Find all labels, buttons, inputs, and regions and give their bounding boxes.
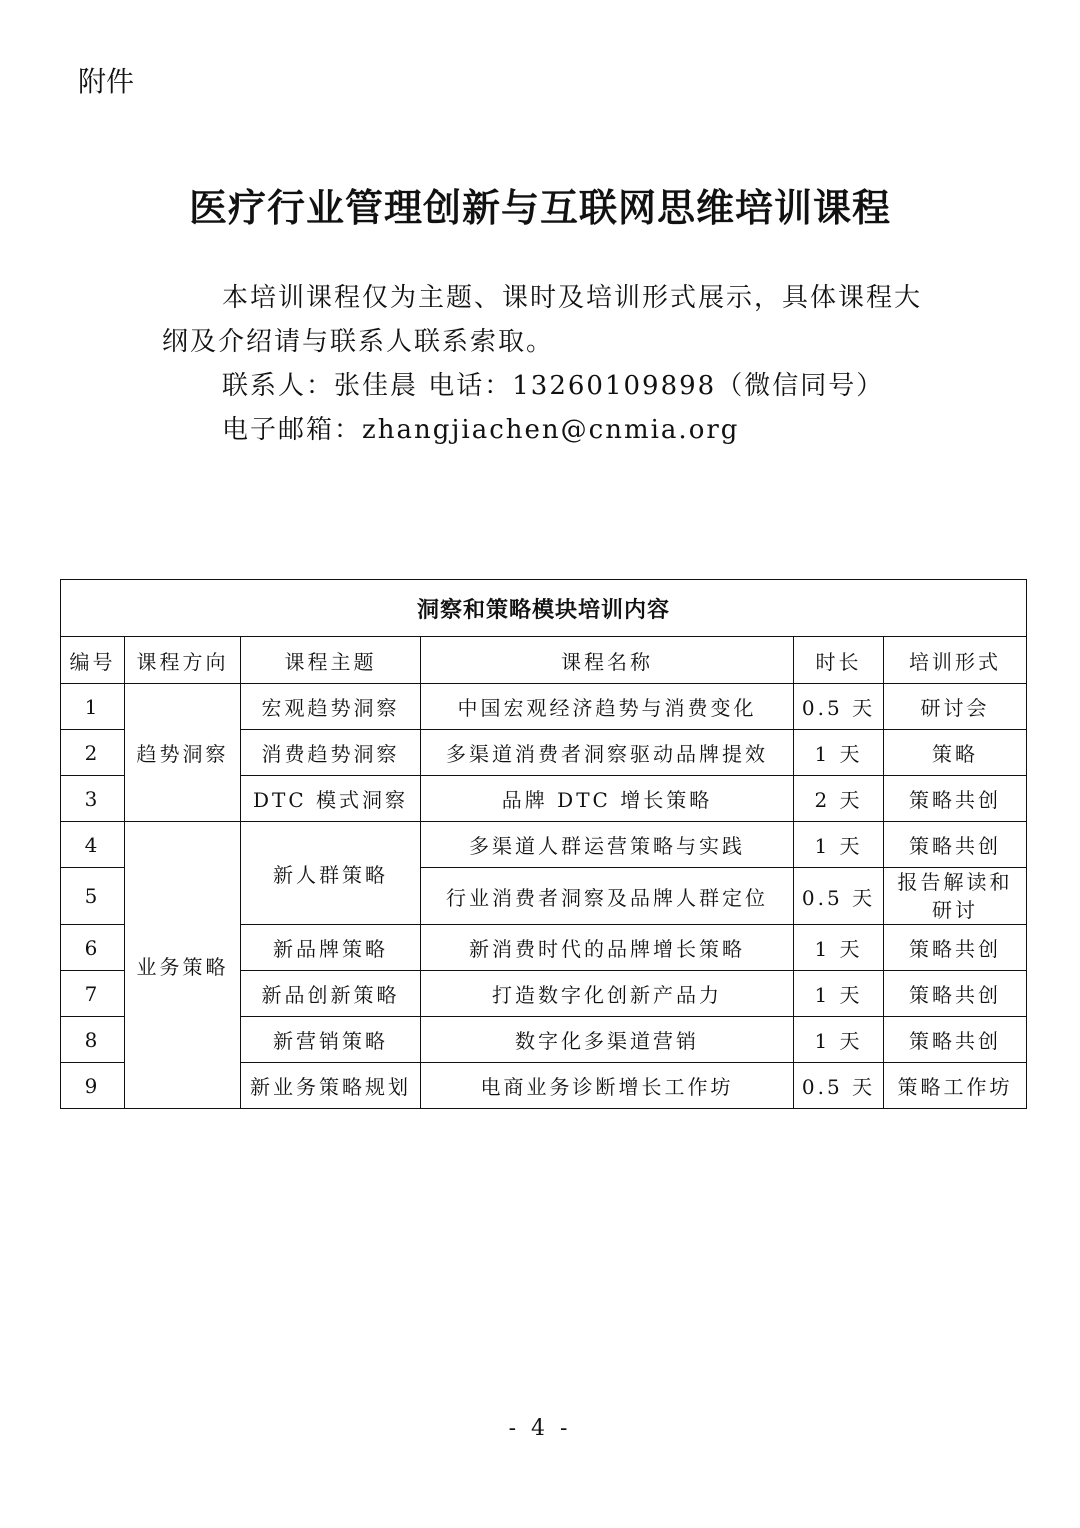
format-cell: 策略共创 bbox=[884, 776, 1027, 822]
table-caption: 洞察和策略模块培训内容 bbox=[61, 580, 1027, 637]
format-cell: 策略共创 bbox=[884, 1017, 1027, 1063]
email-line: 电子邮箱：zhangjiachen@cnmia.org bbox=[222, 415, 740, 445]
row-number: 3 bbox=[61, 776, 125, 822]
table-header-row bbox=[61, 637, 1027, 684]
document-title: 医疗行业管理创新与互联网思维培训课程 bbox=[188, 185, 891, 230]
course-name-cell: 多渠道消费者洞察驱动品牌提效 bbox=[421, 730, 794, 776]
direction-cell: 业务策略 bbox=[125, 822, 241, 1109]
topic-cell: 新人群策略 bbox=[241, 822, 421, 925]
column-header-duration: 时长 bbox=[794, 637, 884, 684]
duration-cell: 1 天 bbox=[794, 1017, 884, 1063]
page-number: - 4 - bbox=[508, 1416, 572, 1441]
table-row bbox=[61, 684, 1027, 730]
duration-cell: 1 天 bbox=[794, 730, 884, 776]
row-number: 8 bbox=[61, 1017, 125, 1063]
topic-cell: 新品创新策略 bbox=[241, 971, 421, 1017]
course-name-cell: 行业消费者洞察及品牌人群定位 bbox=[421, 868, 794, 925]
row-number: 1 bbox=[61, 684, 125, 730]
contact-line: 联系人：张佳晨 电话：13260109898（微信同号） bbox=[222, 371, 885, 401]
format-cell: 策略 bbox=[884, 730, 1027, 776]
duration-cell: 1 天 bbox=[794, 822, 884, 868]
format-cell: 策略共创 bbox=[884, 822, 1027, 868]
topic-cell: 宏观趋势洞察 bbox=[241, 684, 421, 730]
course-name-cell: 中国宏观经济趋势与消费变化 bbox=[421, 684, 794, 730]
duration-cell: 0.5 天 bbox=[794, 868, 884, 925]
duration-cell: 0.5 天 bbox=[794, 1063, 884, 1109]
duration-cell: 1 天 bbox=[794, 971, 884, 1017]
row-number: 6 bbox=[61, 925, 125, 971]
table-row bbox=[61, 822, 1027, 868]
course-name-cell: 电商业务诊断增长工作坊 bbox=[421, 1063, 794, 1109]
row-number: 9 bbox=[61, 1063, 125, 1109]
format-cell: 报告解读和研讨 bbox=[884, 868, 1027, 925]
topic-cell: DTC 模式洞察 bbox=[241, 776, 421, 822]
course-name-cell: 数字化多渠道营销 bbox=[421, 1017, 794, 1063]
topic-cell: 新业务策略规划 bbox=[241, 1063, 421, 1109]
direction-cell: 趋势洞察 bbox=[125, 684, 241, 822]
course-name-cell: 多渠道人群运营策略与实践 bbox=[421, 822, 794, 868]
course-name-cell: 打造数字化创新产品力 bbox=[421, 971, 794, 1017]
column-header-format: 培训形式 bbox=[884, 637, 1027, 684]
row-number: 4 bbox=[61, 822, 125, 868]
attachment-label: 附件 bbox=[78, 65, 135, 98]
row-number: 7 bbox=[61, 971, 125, 1017]
topic-cell: 消费趋势洞察 bbox=[241, 730, 421, 776]
row-number: 2 bbox=[61, 730, 125, 776]
intro-paragraph: 本培训课程仅为主题、课时及培训形式展示，具体课程大纲及介绍请与联系人联系索取。 bbox=[162, 283, 923, 357]
column-header-course-name: 课程名称 bbox=[421, 637, 794, 684]
course-table bbox=[60, 579, 1027, 1109]
column-header-number: 编号 bbox=[61, 637, 125, 684]
course-name-cell: 新消费时代的品牌增长策略 bbox=[421, 925, 794, 971]
course-name-cell: 品牌 DTC 增长策略 bbox=[421, 776, 794, 822]
topic-cell: 新品牌策略 bbox=[241, 925, 421, 971]
duration-cell: 0.5 天 bbox=[794, 684, 884, 730]
intro-section bbox=[162, 276, 922, 452]
format-cell: 策略共创 bbox=[884, 925, 1027, 971]
row-number: 5 bbox=[61, 868, 125, 925]
column-header-direction: 课程方向 bbox=[125, 637, 241, 684]
format-cell: 策略工作坊 bbox=[884, 1063, 1027, 1109]
duration-cell: 1 天 bbox=[794, 925, 884, 971]
topic-cell: 新营销策略 bbox=[241, 1017, 421, 1063]
duration-cell: 2 天 bbox=[794, 776, 884, 822]
format-cell: 策略共创 bbox=[884, 971, 1027, 1017]
column-header-topic: 课程主题 bbox=[241, 637, 421, 684]
format-cell: 研讨会 bbox=[884, 684, 1027, 730]
